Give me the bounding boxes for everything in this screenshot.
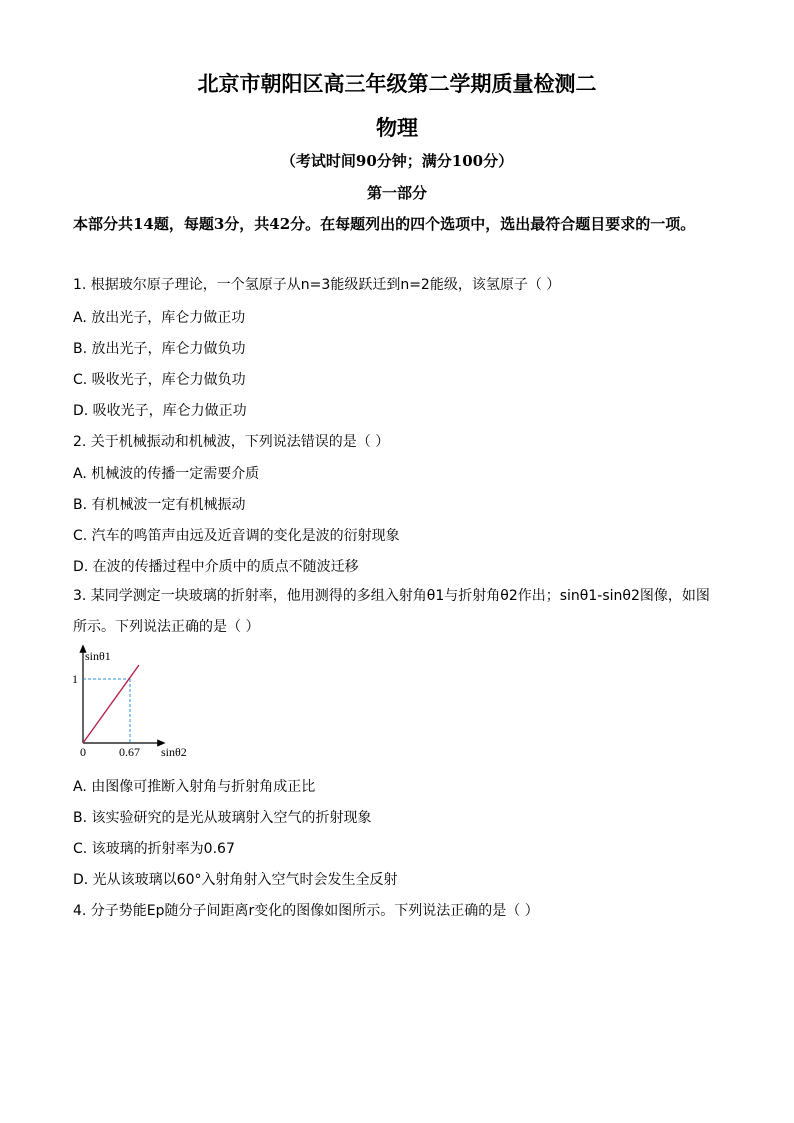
x-axis-label: sinθ2 — [161, 745, 187, 759]
question-2-option-d: D. 在波的传播过程中介质中的质点不随波迁移 — [73, 559, 359, 575]
exam-title: 北京市朝阳区高三年级第二学期质量检测二 — [197, 71, 597, 96]
question-3-option-a: A. 由图像可推断入射角与折射角成正比 — [73, 779, 316, 795]
origin-label: 0 — [80, 745, 86, 759]
question-3-stem: 3. 某同学测定一块玻璃的折射率，他用测得的多组入射角θ1与折射角θ2作出；sinθ1-sinθ2图像，如图所示。下列说法正确的是（ ） — [73, 588, 710, 635]
subject-title: 物理 — [376, 115, 418, 140]
data-line — [83, 665, 139, 743]
y-tick-label: 1 — [72, 672, 78, 686]
section-title: 第一部分 — [366, 184, 427, 202]
question-3-option-c: C. 该玻璃的折射率为0.67 — [73, 841, 235, 857]
question-2-option-c: C. 汽车的鸣笛声由远及近音调的变化是波的衍射现象 — [73, 528, 400, 544]
question-3-option-d: D. 光从该玻璃以60°入射角射入空气时会发生全反射 — [73, 872, 398, 888]
y-axis-label: sinθ1 — [85, 649, 111, 663]
question-1-option-a: A. 放出光子，库仑力做正功 — [73, 310, 246, 326]
x-tick-label: 0.67 — [119, 745, 140, 759]
exam-info: （考试时间90分钟；满分100分） — [280, 152, 514, 170]
question-1-stem: 1. 根据玻尔原子理论，一个氢原子从n=3能级跃迁到n=2能级，该氢原子（ ） — [73, 277, 561, 293]
question-4-stem: 4. 分子势能Ep随分子间距离r变化的图像如图所示。下列说法正确的是（ ） — [73, 903, 539, 919]
question-2-stem: 2. 关于机械振动和机械波，下列说法错误的是（ ） — [73, 434, 390, 450]
question-1-option-c: C. 吸收光子，库仑力做负功 — [73, 372, 246, 388]
question-1-option-d: D. 吸收光子，库仑力做正功 — [73, 403, 247, 419]
question-1-option-b: B. 放出光子，库仑力做负功 — [73, 341, 246, 357]
section-intro: 本部分共14题，每题3分，共42分。在每题列出的四个选项中，选出最符合题目要求的一项。 — [73, 215, 696, 233]
sin-graph-figure — [70, 645, 200, 765]
question-2-option-a: A. 机械波的传播一定需要介质 — [73, 466, 260, 482]
question-3-option-b: B. 该实验研究的是光从玻璃射入空气的折射现象 — [73, 810, 372, 826]
sin-graph — [70, 645, 200, 765]
question-2-option-b: B. 有机械波一定有机械振动 — [73, 497, 246, 513]
